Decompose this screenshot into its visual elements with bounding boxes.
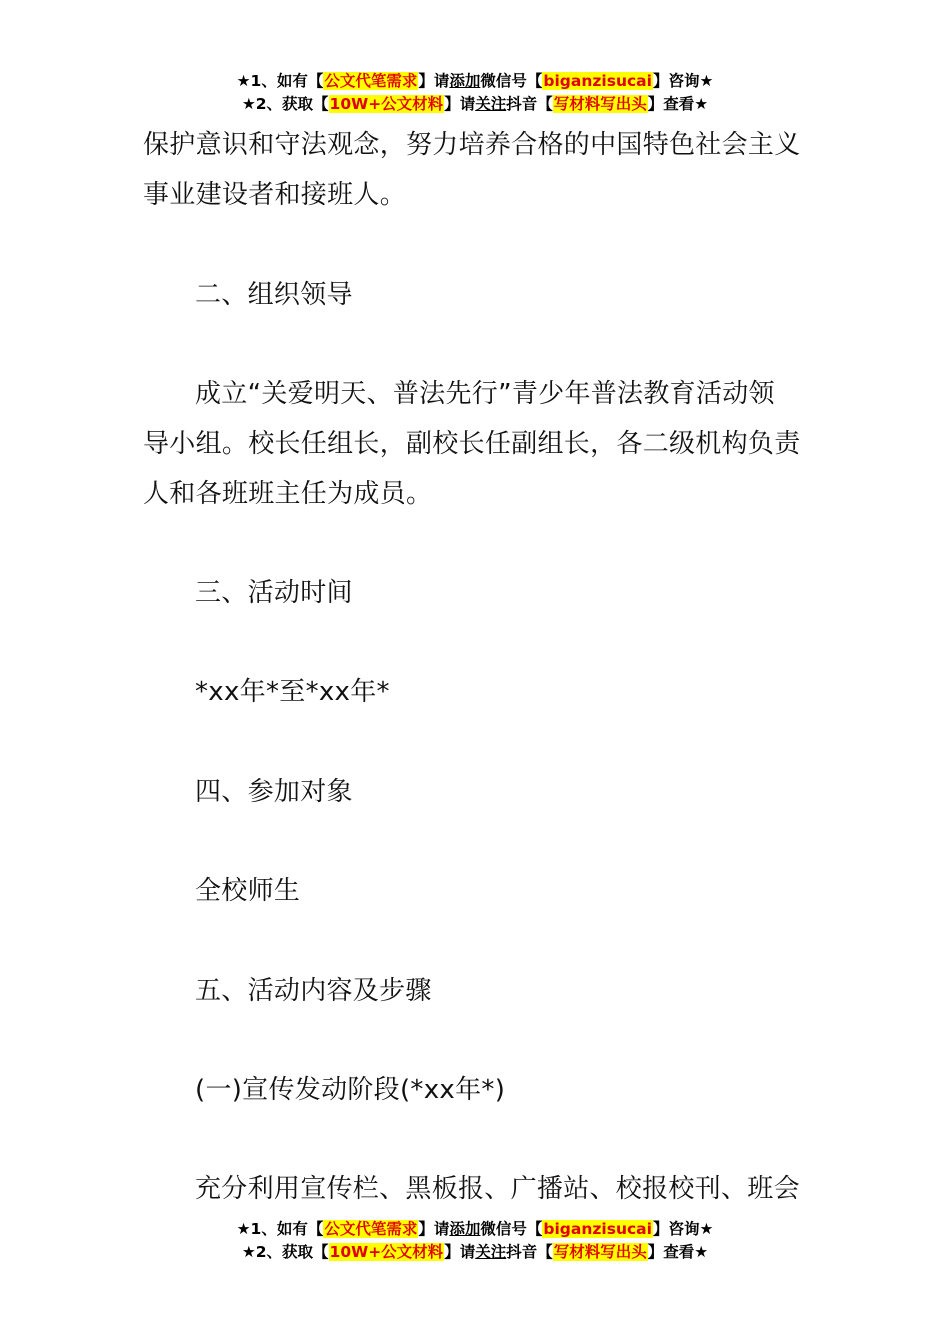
highlight-text: 10W+公文材料 [329,95,444,113]
banner-text: 】咨询★ [652,72,714,90]
section-heading: 五、活动内容及步骤 [195,976,432,1006]
banner-text: 抖音【 [506,1243,553,1261]
paragraph-line: 成立“关爱明天、普法先行”青少年普法教育活动领 [195,379,775,409]
banner-text: ★2、获取【 [241,1243,329,1261]
banner-text: ★2、获取【 [241,95,329,113]
paragraph-line: 事业建设者和接班人。 [143,180,407,210]
highlight-text: 公文代笔需求 [324,1220,418,1238]
banner-line-1 [0,70,950,93]
banner-text: 微信号【 [480,1220,543,1238]
paragraph-line: *xx年*至*xx年* [195,677,390,707]
banner-text: ★1、如有【 [236,1220,324,1238]
paragraph-line: 全校师生 [195,876,301,906]
highlight-text: biganzisucai [543,72,652,90]
banner-text: 抖音【 [506,95,553,113]
bottom-banner [0,1218,950,1264]
paragraph-line: 人和各班班主任为成员。 [143,479,433,509]
paragraph-line: 充分利用宣传栏、黑板报、广播站、校报校刊、班会 [195,1174,800,1204]
paragraph-line: 保护意识和守法观念，努力培养合格的中国特色社会主义 [143,130,801,160]
banner-text: ★1、如有【 [236,72,324,90]
section-heading: 四、参加对象 [195,777,353,807]
underlined-text: 关注 [475,1243,507,1261]
banner-line-2 [0,1241,950,1264]
banner-text: 】查看★ [647,95,709,113]
paragraph-line: 导小组。校长任组长，副校长任副组长，各二级机构负责 [143,429,801,459]
banner-text: 】请 [444,95,476,113]
highlight-text: 写材料写出头 [553,1243,647,1261]
top-banner [0,70,950,116]
underlined-text: 关注 [475,95,507,113]
banner-text: 】请 [444,1243,476,1261]
highlight-text: biganzisucai [543,1220,652,1238]
highlight-text: 公文代笔需求 [324,72,418,90]
banner-text: 】请 [418,72,450,90]
banner-text: 】咨询★ [652,1220,714,1238]
subsection-heading: (一)宣传发动阶段(*xx年*) [195,1075,506,1105]
underlined-text: 添加 [449,72,481,90]
section-heading: 二、组织领导 [195,280,353,310]
highlight-text: 写材料写出头 [553,95,647,113]
underlined-text: 添加 [449,1220,481,1238]
section-heading: 三、活动时间 [195,578,353,608]
highlight-text: 10W+公文材料 [329,1243,444,1261]
banner-text: 微信号【 [480,72,543,90]
banner-line-1 [0,1218,950,1241]
banner-line-2 [0,93,950,116]
banner-text: 】查看★ [647,1243,709,1261]
banner-text: 】请 [418,1220,450,1238]
